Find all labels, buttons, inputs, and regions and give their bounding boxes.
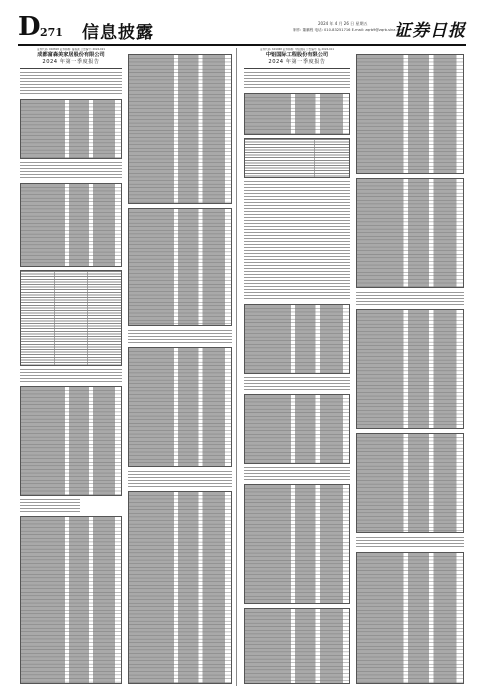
security-code-line: 证券代码: 601068 证券简称: 中铝国际 公告编号: 临 2024-011 [259, 48, 335, 51]
page-letter: D [18, 12, 41, 42]
financial-table [20, 270, 122, 366]
announcement-header [244, 48, 350, 69]
security-code-line: 证券代码: 002818 证券简称: 富森美 公告编号: 2024-021 [36, 48, 106, 51]
announcement-right [240, 48, 466, 686]
financial-table [244, 138, 350, 178]
issue-contact: 制作: 董鹏程 电话: 010-83251716 E-mail: zqrb9@zqrb.sina.net [293, 28, 403, 32]
report-title: 2024 年第一季度报告 [268, 59, 326, 65]
financial-table [356, 178, 464, 288]
financial-table [356, 552, 464, 684]
company-name: 中铝国际工程股份有限公司 [265, 52, 329, 58]
page-content [18, 48, 466, 686]
company-name: 成都富森美家居股份有限公司 [37, 52, 105, 58]
body-text [20, 499, 80, 513]
paper-logo: 证券日报 [394, 21, 466, 41]
page-number: 271 [40, 26, 63, 39]
issue-date: 2024 年 4 月 26 日 星期五 [318, 21, 368, 26]
financial-table [244, 484, 350, 604]
section-title: 信息披露 [82, 23, 154, 43]
financial-table [356, 433, 464, 533]
body-text [20, 72, 122, 96]
financial-table [128, 208, 232, 326]
body-text [20, 369, 122, 383]
financial-table [244, 93, 350, 135]
body-text [20, 162, 122, 180]
body-text [356, 292, 464, 306]
body-text [244, 377, 350, 391]
financial-table [244, 608, 350, 684]
financial-table [356, 54, 464, 174]
financial-table [356, 309, 464, 429]
body-text [244, 72, 350, 90]
financial-table [128, 347, 232, 467]
report-title: 2024 年第一季度报告 [42, 59, 100, 65]
masthead-rule [18, 44, 466, 46]
financial-table [244, 304, 350, 374]
body-text [356, 537, 464, 549]
financial-table [20, 183, 122, 267]
body-text [128, 471, 232, 487]
column-divider [236, 48, 237, 686]
body-text [128, 330, 232, 344]
announcement-left [18, 48, 234, 686]
page-masthead [18, 12, 466, 44]
financial-table [128, 54, 232, 204]
financial-table [20, 99, 122, 159]
body-text [244, 467, 350, 481]
financial-table [20, 516, 122, 684]
financial-table [20, 386, 122, 496]
financial-table [128, 491, 232, 684]
body-text [244, 181, 350, 301]
financial-table [244, 394, 350, 464]
announcement-header [20, 48, 122, 69]
